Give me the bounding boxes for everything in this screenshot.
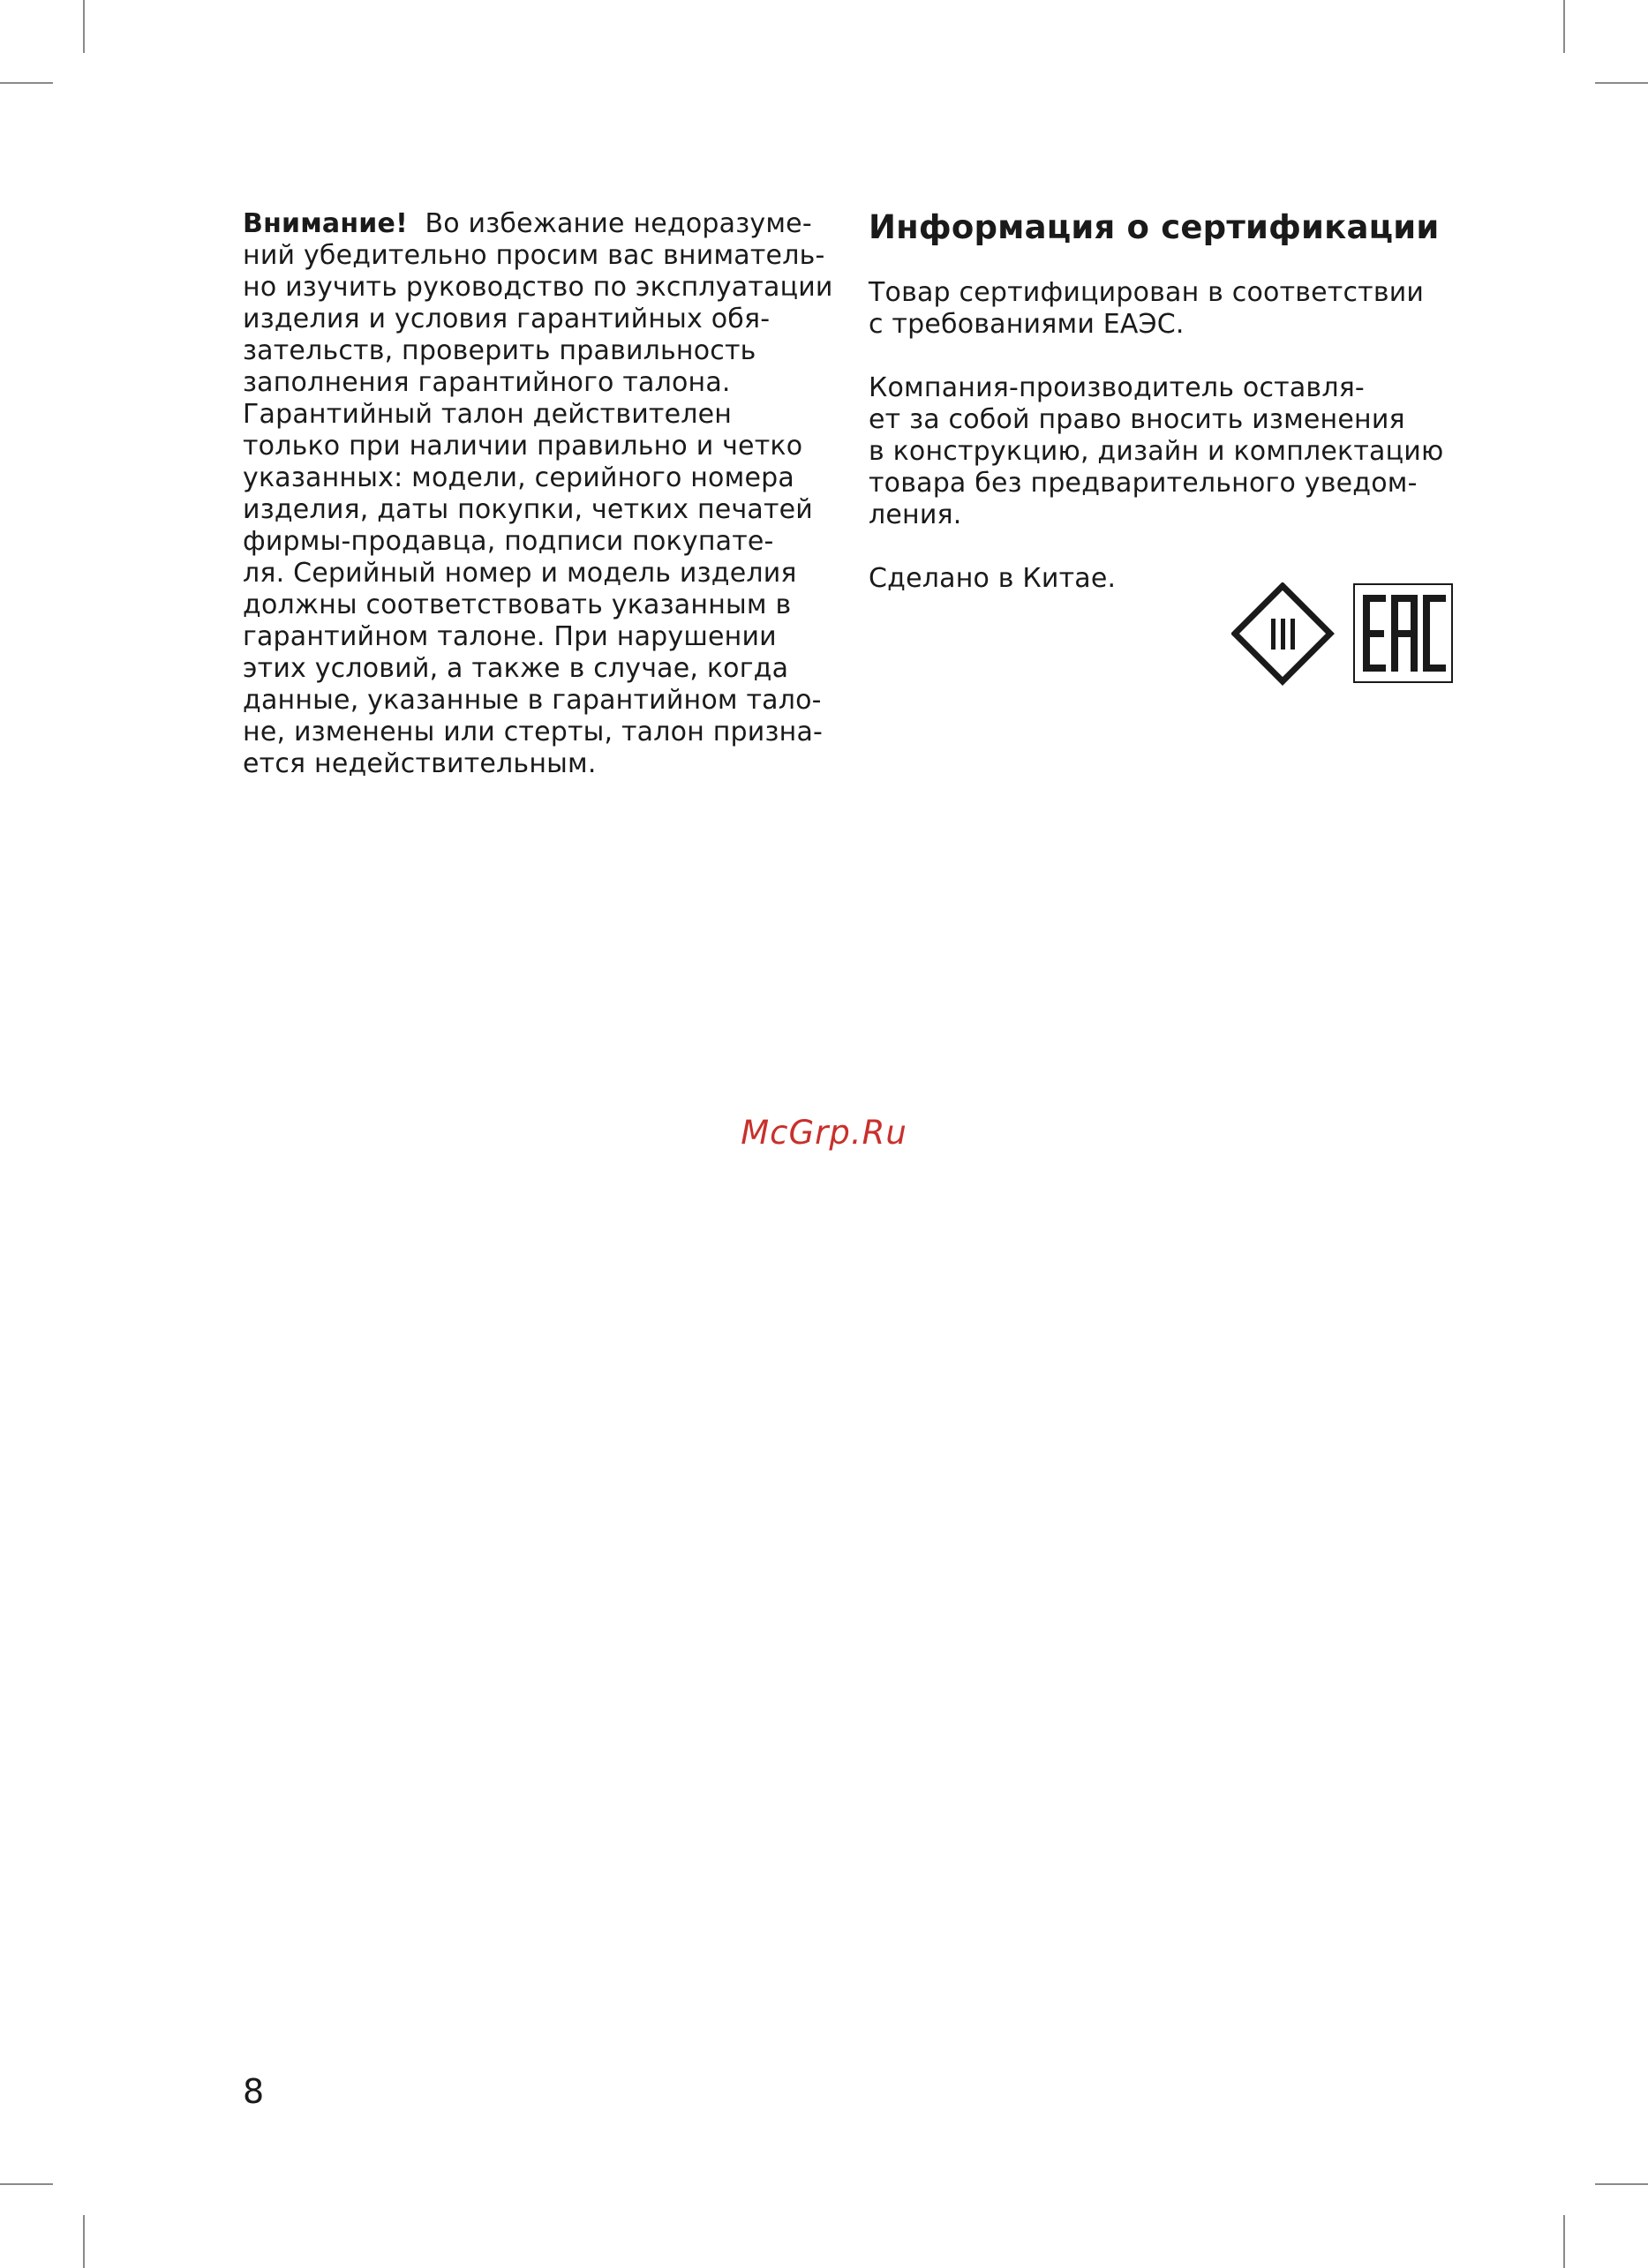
notice-line: Гарантийный талон действителен: [243, 399, 733, 430]
notice-line: не, изменены или стерты, талон призна-: [243, 717, 824, 747]
notice-line: зательств, проверить правильность: [243, 335, 756, 366]
crop-mark-bottom-left-h: [0, 2183, 53, 2185]
certification-marks: [1231, 582, 1456, 687]
crop-mark-top-right-h: [1595, 82, 1648, 84]
page-number: 8: [243, 2072, 265, 2111]
warranty-notice: [243, 208, 861, 780]
certification-paragraph: Товар сертифицирован в соответствии с требованиями ЕАЭС.: [869, 277, 1425, 340]
notice-line: изделия, даты покупки, четких печатей: [243, 494, 813, 525]
notice-line: гарантийном талоне. При нарушении: [243, 621, 777, 652]
made-in-paragraph: Сделано в Китае.: [869, 563, 1117, 594]
notice-line: данные, указанные в гарантийном тало-: [243, 685, 822, 716]
crop-mark-top-left-v: [83, 0, 85, 53]
notice-line-1: Внимание! Во избежание недоразуме-: [243, 208, 812, 239]
notice-line: только при наличии правильно и четко: [243, 431, 803, 462]
notice-line: фирмы-продавца, подписи покупате-: [243, 526, 774, 557]
notice-line: этих условий, а также в случае, когда: [243, 653, 789, 684]
notice-line: заполнения гарантийного талона.: [243, 367, 731, 398]
notice-line: ется недействительным.: [243, 748, 597, 779]
crop-mark-top-left-h: [0, 82, 53, 84]
certification-section: [869, 208, 1486, 627]
manufacturer-rights-paragraph: Компания-производитель оставля- ет за собой право вносить изменения в конструкцию, дизайн и комплектацию товара без предварительного уведом- ления.: [869, 372, 1444, 530]
certification-heading: Информация о сертификации: [869, 208, 1440, 246]
notice-line: ля. Серийный номер и модель изделия: [243, 558, 797, 589]
notice-line: но изучить руководство по эксплуатации: [243, 272, 833, 303]
notice-line: указанных: модели, серийного номера: [243, 462, 794, 493]
watermark: McGrp.Ru: [741, 1114, 907, 1152]
notice-lead: Внимание!: [243, 208, 408, 239]
crop-mark-top-right-v: [1563, 0, 1565, 53]
crop-mark-bottom-right-v: [1563, 2215, 1565, 2268]
notice-line: изделия и условия гарантийных обя-: [243, 304, 771, 334]
crop-mark-bottom-right-h: [1595, 2183, 1648, 2185]
notice-line: должны соответствовать указанным в: [243, 590, 792, 620]
eac-mark-icon: [1352, 582, 1456, 687]
notice-line: ний убедительно просим вас вниматель-: [243, 240, 825, 271]
crop-mark-bottom-left-v: [83, 2215, 85, 2268]
